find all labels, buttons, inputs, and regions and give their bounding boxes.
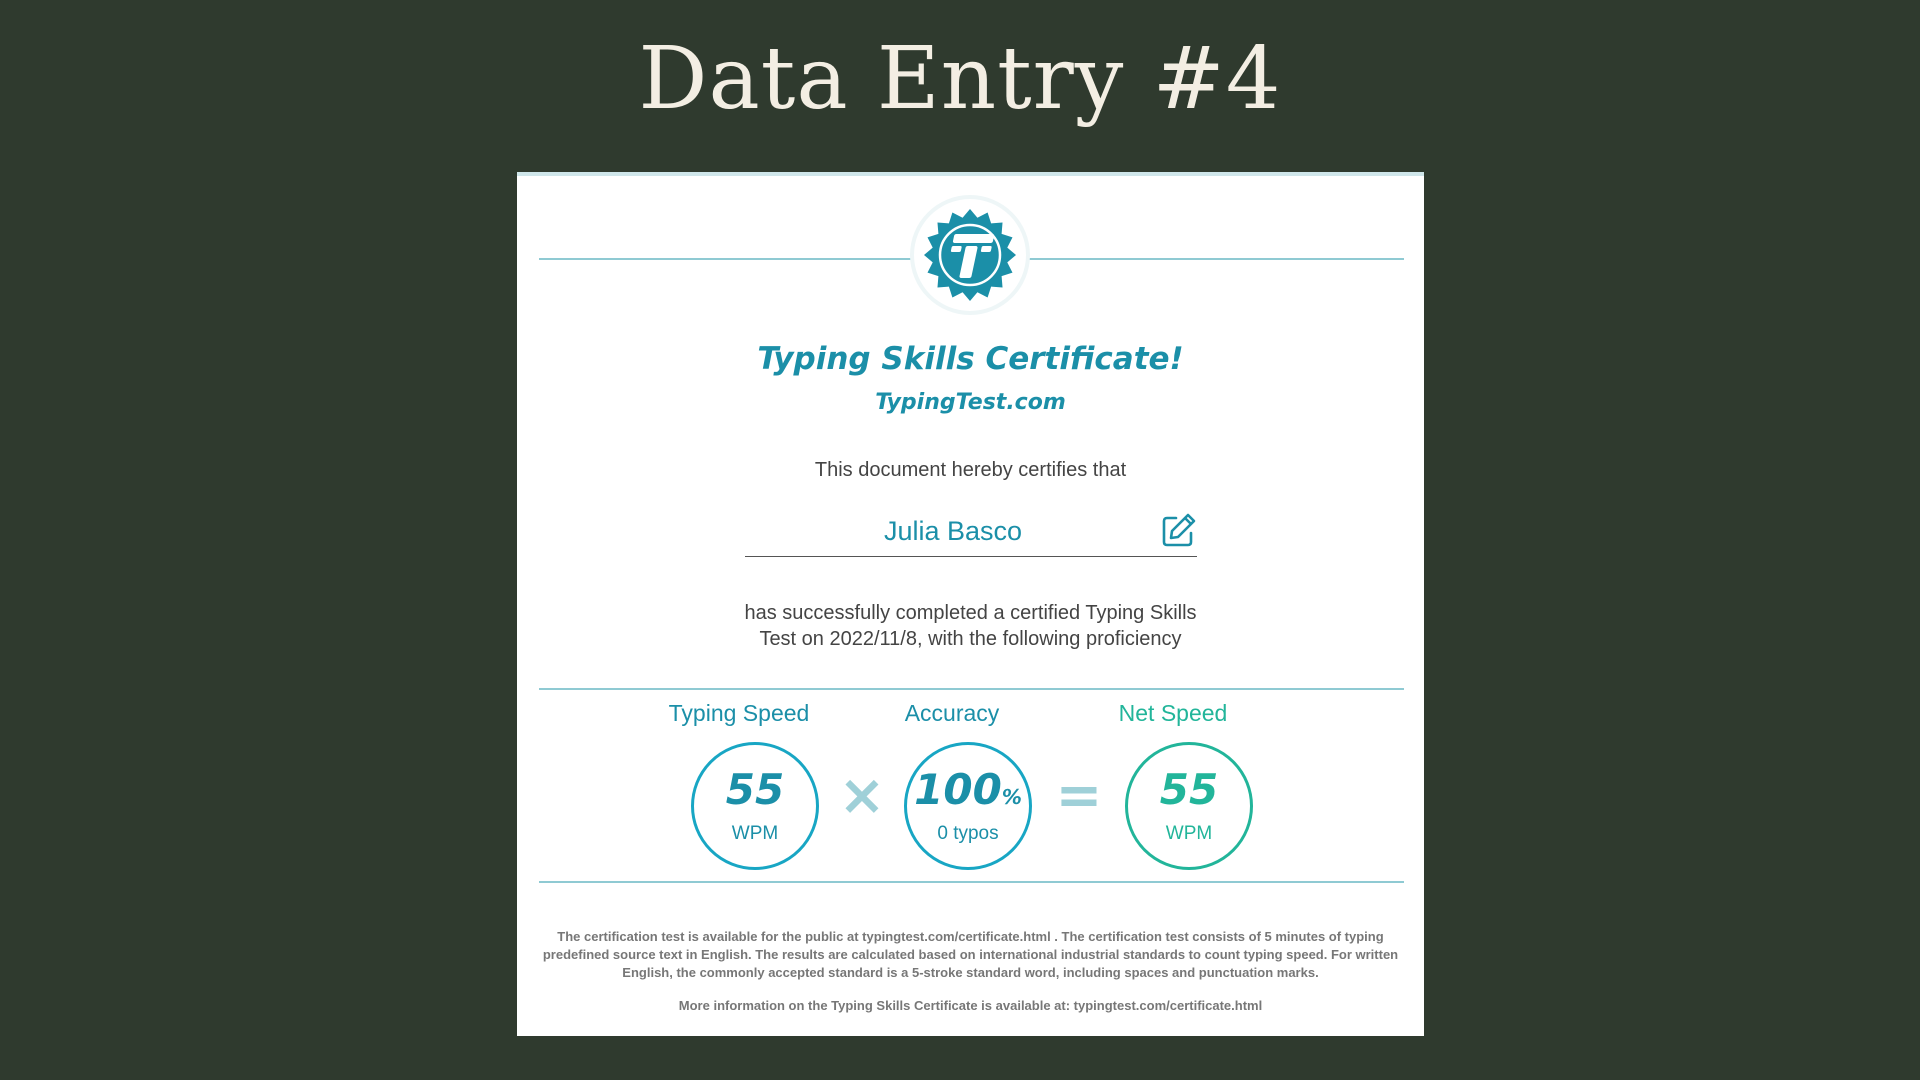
accuracy-unit: % (1001, 785, 1022, 809)
name-field (745, 512, 1197, 557)
more-info-text: More information on the Typing Skills Certificate is available at: typingtest.com/certificate.html (678, 998, 1263, 1013)
typing-speed-value: 55 (725, 765, 785, 814)
stats-top-divider (539, 688, 1404, 690)
recipient-name: Julia Basco (883, 516, 1023, 546)
accuracy-value: 100 (914, 765, 1002, 814)
completion-statement (667, 600, 1274, 652)
accuracy-label: Accuracy (904, 700, 1000, 726)
certificate-card (517, 172, 1424, 1036)
typing-speed-unit: WPM (731, 823, 779, 844)
accuracy-typos: 0 typos (937, 823, 999, 844)
typing-speed-circle (691, 742, 819, 870)
certificate-site: TypingTest.com (875, 390, 1066, 415)
certificate-title: Typing Skills Certificate! (757, 341, 1184, 377)
net-speed-unit: WPM (1165, 823, 1213, 844)
net-speed-label: Net Speed (1118, 700, 1228, 726)
slide-title: Data Entry #4 (638, 29, 1282, 129)
multiply-icon: × (838, 763, 886, 828)
completion-line-2: Test on 2022/11/8, with the following proficiency (759, 628, 1182, 650)
net-speed-value: 55 (1159, 765, 1219, 814)
typing-speed-label: Typing Speed (668, 700, 810, 726)
equals-icon: = (1055, 763, 1103, 828)
accuracy-circle (904, 742, 1032, 870)
accuracy-value-group (907, 767, 1029, 820)
net-speed-circle (1125, 742, 1253, 870)
certify-text: This document hereby certifies that (814, 459, 1127, 481)
certificate-footnote: The certification test is available for the public at typingtest.com/certificate.html . The certification test consists of 5 minutes of typing predefined source text in English. The results are calculated based on international industrial standards to count typing speed. For written English, the commonly accepted standard is a 5-stroke standard word, including spaces and punctuation marks. (542, 929, 1399, 980)
edit-pencil-icon[interactable] (1161, 512, 1197, 548)
typingtest-badge-icon (914, 199, 1026, 311)
completion-line-1: has successfully completed a certified Typing Skills (744, 602, 1197, 624)
stats-bottom-divider (539, 881, 1404, 883)
